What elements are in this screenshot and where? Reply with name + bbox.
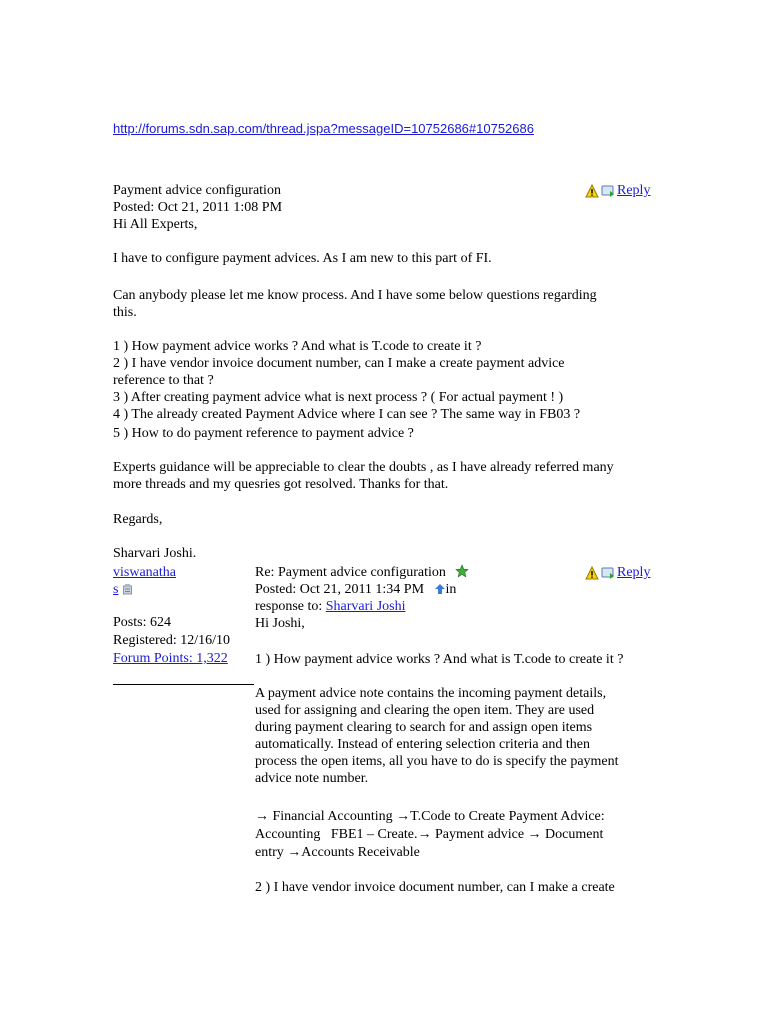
post-paragraph: more threads and my quesries got resolved. Thanks for that. (113, 477, 449, 492)
post-actions (585, 182, 650, 199)
post-paragraph: this. (113, 305, 137, 320)
menu-path-line: → Financial Accounting →T.Code to Create Payment Advice: (255, 809, 605, 824)
answer-line: process the open items, all you have to do is specify the payment (255, 754, 619, 769)
response-to-link[interactable]: Sharvari Joshi (325, 599, 406, 614)
post-greeting: Hi All Experts, (113, 217, 198, 232)
reply-link[interactable]: Reply (617, 183, 651, 198)
question-line: 3 ) After creating payment advice what is next process ? ( For actual payment ! ) (113, 390, 564, 405)
in-response-arrow-icon (434, 583, 446, 595)
post-title: Payment advice configuration (113, 183, 281, 198)
post-paragraph: I have to configure payment advices. As I am new to this part of FI. (113, 251, 492, 266)
reply-date: Posted: Oct 21, 2011 1:34 PM (255, 582, 425, 597)
reply-icon[interactable] (601, 184, 615, 198)
answer-line: during payment clearing to search for and assign open items (255, 720, 593, 735)
author-registered: Registered: 12/16/10 (113, 633, 231, 648)
author-link[interactable]: viswanatha (113, 565, 176, 580)
reply-date-line (255, 581, 456, 598)
post-paragraph: Can anybody please let me know process. And I have some below questions regarding (113, 288, 597, 303)
post-signature: Sharvari Joshi. (113, 546, 197, 561)
reply-post-actions (585, 564, 650, 581)
warning-icon[interactable] (585, 566, 599, 580)
response-to-prefix: response to: (255, 599, 323, 614)
forum-points-link[interactable]: Forum Points: 1,322 (113, 651, 228, 666)
star-icon (455, 564, 469, 578)
menu-path-line: Accounting FBE1 – Create.→ Payment advice → Document (255, 827, 604, 842)
answer-line: used for assigning and clearing the open item. They are used (255, 703, 595, 718)
reply-title-line (255, 564, 469, 581)
reply-title: Re: Payment advice configuration (255, 565, 446, 580)
thread-url-link[interactable]: http://forums.sdn.sap.com/thread.jspa?messageID=10752686#10752686 (113, 121, 534, 136)
question-line: 4 ) The already created Payment Advice where I can see ? The same way in FB03 ? (113, 407, 581, 422)
menu-path-line: entry →Accounts Receivable (255, 845, 420, 860)
author-posts: Posts: 624 (113, 615, 171, 630)
question-line: 2 ) I have vendor invoice document number, can I make a create payment advice (113, 356, 565, 371)
in-text: in (445, 582, 457, 597)
answer-line: automatically. Instead of entering selection criteria and then (255, 737, 590, 752)
warning-icon[interactable] (585, 184, 599, 198)
author-link-line2[interactable] (113, 581, 133, 598)
reply-question: 1 ) How payment advice works ? And what is T.code to create it ? (255, 652, 624, 667)
post-regards: Regards, (113, 512, 163, 527)
answer-line: advice note number. (255, 771, 369, 786)
post-date: Posted: Oct 21, 2011 1:08 PM (113, 200, 283, 215)
question-line: 5 ) How to do payment reference to payment advice ? (113, 426, 414, 441)
question-line: reference to that ? (113, 373, 214, 388)
reply-question: 2 ) I have vendor invoice document number, can I make a create (255, 880, 615, 895)
reply-icon[interactable] (601, 566, 615, 580)
reply-greeting: Hi Joshi, (255, 616, 305, 631)
answer-line: A payment advice note contains the incoming payment details, (255, 686, 607, 701)
author-divider (113, 684, 254, 685)
question-line: 1 ) How payment advice works ? And what is T.code to create it ? (113, 339, 482, 354)
author-link[interactable]: s (113, 582, 119, 597)
response-to-line (255, 598, 405, 615)
post-paragraph: Experts guidance will be appreciable to clear the doubts , as I have already referred many (113, 460, 614, 475)
user-status-icon (122, 583, 133, 595)
reply-link[interactable]: Reply (617, 565, 651, 580)
